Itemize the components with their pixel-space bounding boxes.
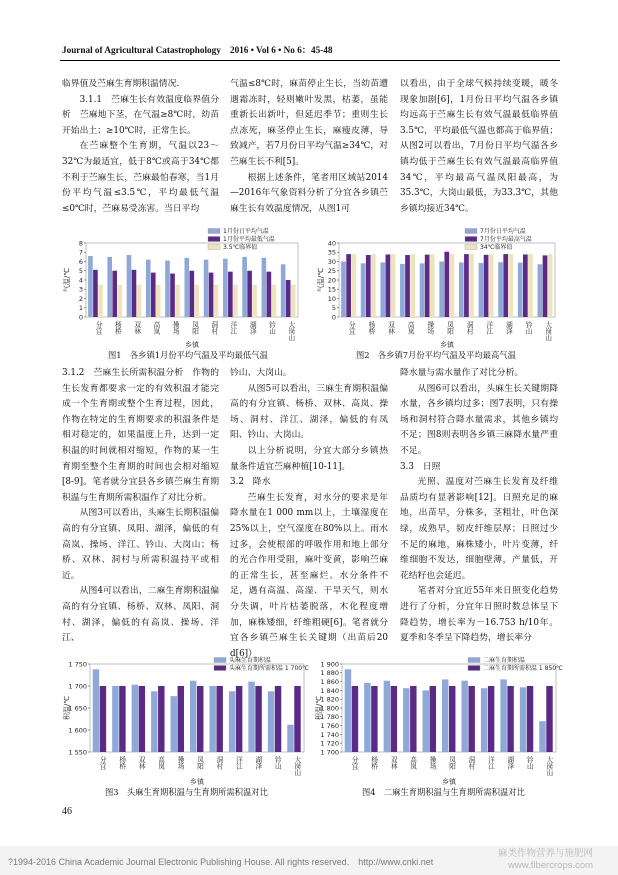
x-tick-label: 湖泽: [248, 321, 257, 335]
bar: [518, 263, 523, 317]
y-tick-label: 1 600: [68, 726, 87, 735]
bar: [391, 686, 397, 752]
bar: [236, 686, 242, 752]
paragraph: 苎麻生长发育，对水分的要求是年降水量在1 000 mm以上，土壤湿度在25%以上，空气湿度在80%以上。雨水过多，会使根部的呼吸作用和地上部分的光合作用受阻，麻叶变黄，影响苎麻的正常生长，甚至麻烂。水分条件不足，遇有高温、高湿、干旱天气，则水分失调，叶片枯萎脱落，木化程度增加，麻株矮细，纤维粗硬[6]。笔者就分宜各乡镇苎麻生长关键期（出苗后20 d[6]）: [230, 492, 388, 659]
x-tick-label: 凤阳: [447, 756, 456, 770]
x-tick-label: 杨桥: [366, 321, 375, 335]
bar: [156, 285, 161, 317]
y-axis-label: 气温/℃: [317, 267, 325, 293]
bar: [248, 682, 254, 752]
y-tick-label: 4: [78, 276, 83, 285]
bar: [255, 686, 261, 752]
bar: [546, 686, 552, 752]
y-tick-label: 1: [78, 304, 83, 313]
bar: [384, 681, 390, 752]
text-column-2b: [230, 366, 388, 659]
x-tick-label: 洋江: [484, 321, 493, 335]
bar: [286, 280, 291, 317]
y-tick-label: 1 700: [68, 682, 87, 691]
x-tick-label: 凤阳: [195, 756, 204, 770]
bar: [461, 681, 467, 752]
bar: [405, 255, 410, 317]
paragraph: 气温≤8℃时，麻苗停止生长，当幼苗遭遇霜冻时，轻则嫩叶发黑，枯萎，虽能重新长出新叶，但延迟季节；重则生长点冻死，麻茎停止生长，麻瘦皮薄，导致减产，若7月份日平均气温≥34℃，对苎麻生长不利[5]。: [230, 79, 388, 167]
x-tick-label: 高岚: [151, 321, 160, 335]
page-number: 46: [62, 806, 72, 817]
legend-label: 二麻生育期所需积温 1 850℃: [483, 665, 563, 672]
x-tick-label: 洋江: [229, 321, 238, 335]
x-tick-label: 高岚: [406, 321, 415, 335]
y-tick-label: 1 860: [320, 678, 339, 686]
paragraph: 从图3可以看出，头麻生长期积温偏高的有分宜镇、凤阳、湖泽，偏低的有高岚、操场、洋江、钤山、大岗山；杨桥、双林、洞村与所需积温持平或相近。: [62, 508, 219, 581]
legend-swatch: [465, 245, 477, 250]
legend-swatch: [208, 245, 220, 250]
bar: [88, 256, 93, 317]
bar: [410, 686, 416, 752]
paragraph: 临界值及苎麻生育期积温情况.: [62, 79, 180, 89]
bar: [459, 262, 464, 317]
bar: [151, 691, 157, 752]
bar: [508, 254, 513, 317]
bar: [380, 262, 385, 317]
y-tick-label: 1 650: [68, 704, 87, 713]
bar: [214, 285, 219, 317]
bar: [132, 270, 137, 317]
x-tick-label: 钤山: [525, 756, 534, 770]
x-tick-label: 分宜: [94, 321, 103, 335]
legend-label: 1月份平均最低气温: [223, 236, 275, 243]
x-tick-label: 操场: [171, 321, 180, 335]
bar: [267, 272, 272, 317]
bar: [275, 686, 281, 752]
x-tick-label: 湖泽: [504, 321, 513, 335]
bar: [425, 255, 430, 317]
bar: [209, 686, 215, 752]
y-tick-label: 10: [327, 294, 336, 303]
bar: [252, 285, 257, 317]
legend-swatch: [208, 237, 220, 242]
bar: [262, 258, 267, 317]
bar: [190, 681, 196, 752]
figure-2: [315, 225, 560, 355]
figure-1-chart: [60, 225, 305, 355]
y-tick-label: 15: [327, 285, 336, 294]
y-tick-label: 1 750: [68, 660, 87, 669]
bar: [500, 679, 506, 752]
y-tick-label: 8: [78, 239, 83, 248]
paragraph: 以看出，由于全球气候持续变暖，暖冬现象加剧[6]，1月份日平均气温各乡镇均远高于苎麻生长有效气温最低临界值3.5℃，平均最低气温也都高于临界值；从图2可以看出，7月份日平均气温各乡镇均低于苎麻生长有效气温最高临界值34℃，平均最高气温凤阳最高，为35.3℃，大岗山最低，为33.3℃，其他乡镇均接近34℃。: [400, 79, 558, 214]
x-tick-label: 大岗山: [292, 756, 301, 776]
legend-label: 1月份日平均气温: [223, 228, 269, 235]
section-heading-3-1-1: 3.1.1 苎麻生长有效温度临界值分析 苎麻地下茎，在气温≥8℃时，幼苗开始出土；≥10℃时，正常生长。: [62, 94, 219, 136]
bar: [444, 252, 449, 317]
watermark-line-1: 麻类作物营养与施肥网: [498, 848, 594, 859]
bar: [489, 254, 494, 317]
section-heading-3-1-2: 3.1.2 苎麻生长所需积温分析 作物的生长发育都要求一定的有效积温才能完成一个生育期或整个生育过程，因此，作物在特定的生育期要求的积温条件是相对稳定的，如果温度上升，达到一定积温的时间就相对缩短，作物的某一生育期至整个生育期的时间也会相对缩短[8-9]。笔者就分宜县各乡镇苎麻生育期积温与生育期所需积温作了对比分析。: [62, 368, 219, 503]
x-tick-label: 洋江: [486, 756, 495, 770]
bar: [178, 686, 184, 752]
legend-swatch: [465, 237, 477, 242]
x-tick-label: 洞村: [214, 756, 223, 770]
text-column-1: [62, 77, 219, 222]
bar: [352, 686, 358, 752]
copyright-text: ?1994-2016 China Academic Journal Electronic Publishing House. All rights reserved. http://www.cnki.net: [8, 857, 434, 867]
paragraph: 从图5可以看出，三麻生育期积温偏高的有分宜镇、杨桥、双林、高岚、操场、洞村、洋江、湖泽，偏低的有凤阳、钤山、大岗山。: [230, 383, 388, 441]
figure-3-chart: [60, 652, 310, 792]
bar: [229, 691, 235, 752]
y-tick-label: 5: [78, 267, 83, 276]
x-tick-label: 钤山: [524, 321, 533, 335]
bar: [351, 254, 356, 317]
bar: [294, 686, 300, 752]
x-tick-label: 操场: [425, 321, 434, 335]
y-tick-label: 25: [327, 267, 336, 276]
paragraph: 从图4可以看出，二麻生育期积温偏高的有分宜镇、杨桥、双林、凤阳、洞村、湖泽，偏低的有高岚、操场、洋江、: [62, 586, 219, 644]
figure-4-caption: 图4 二麻生育期积温与生育期所需积温对比: [362, 787, 525, 797]
bar: [158, 686, 164, 752]
bar: [403, 688, 409, 752]
bar: [233, 285, 238, 317]
footer-bar: [0, 846, 618, 875]
bar: [112, 271, 117, 317]
bar: [100, 686, 106, 752]
figure-4-chart: [312, 652, 562, 792]
bar: [548, 254, 553, 317]
bar: [216, 686, 222, 752]
paragraph: 根据上述条件，笔者用区域站2014—2016年气象资料分析了分宜各乡镇苎麻生长有效温度情况，从图1可: [230, 172, 388, 214]
legend-label: 7月份平均最高气温: [480, 236, 532, 243]
y-tick-label: 1 760: [320, 722, 339, 730]
bar: [481, 688, 487, 752]
bar: [442, 679, 448, 752]
bar: [346, 254, 351, 317]
bar: [498, 262, 503, 317]
x-axis-label: 乡镇: [440, 341, 454, 349]
text-column-3: [400, 77, 558, 222]
bar: [93, 669, 99, 752]
x-tick-label: 凤阳: [190, 321, 199, 335]
y-axis-label: 气温/℃: [63, 267, 71, 293]
x-tick-label: 高岚: [408, 756, 417, 770]
bar: [204, 260, 209, 317]
bar: [112, 686, 118, 752]
bar: [93, 270, 98, 317]
bar: [366, 255, 371, 317]
x-tick-label: 双林: [389, 756, 398, 770]
figure-3: [60, 652, 310, 792]
y-tick-label: 1 880: [320, 669, 339, 678]
bar: [175, 285, 180, 317]
bar: [371, 686, 377, 752]
paragraph: 降水量与需水量作了对比分析。: [400, 368, 524, 378]
figure-3-caption: 图3 头麻生育期积温与生育期所需积温对比: [105, 787, 268, 797]
bar: [488, 686, 494, 752]
x-tick-label: 洞村: [209, 321, 218, 335]
watermark: [498, 848, 593, 872]
legend-swatch: [214, 658, 226, 663]
bar: [272, 285, 277, 317]
legend-label: 34℃临界值: [480, 244, 513, 251]
bar: [209, 273, 214, 317]
bar: [170, 274, 175, 317]
x-tick-label: 钤山: [273, 756, 282, 770]
paragraph: 光照、温度对苎麻生长发育及纤维品质均有显著影响[12]。日照充足的麻地，出苗早，分株多，茎粗壮，叶色深绿，成熟早，韧皮纤维层厚；日照过少不足的麻地，麻株矮小，叶片变薄，纤维细胞不发达，细胞壁薄，产量低，开花结籽也会延迟。: [400, 477, 558, 581]
x-tick-label: 湖泽: [505, 756, 514, 770]
bar: [137, 285, 142, 317]
legend-label: 头麻生育期所需积温 1 700℃: [229, 665, 309, 672]
bar: [400, 264, 405, 317]
y-tick-label: 1 780: [320, 713, 339, 722]
bar: [268, 691, 274, 752]
y-tick-label: 0: [331, 313, 336, 322]
bar: [539, 721, 545, 752]
bar: [127, 255, 132, 317]
bar: [430, 686, 436, 752]
bar: [107, 257, 112, 317]
bar: [139, 686, 145, 752]
section-heading-3-3: 3.3 日照: [400, 461, 441, 472]
y-tick-label: 1 740: [320, 730, 339, 739]
y-tick-label: 20: [327, 276, 336, 285]
y-tick-label: 30: [327, 257, 336, 266]
bar: [364, 683, 370, 752]
bar: [189, 271, 194, 317]
y-tick-label: 35: [327, 248, 336, 257]
bar: [146, 260, 151, 317]
bar: [430, 254, 435, 317]
bar: [391, 254, 396, 317]
y-axis-label: 积温/℃: [63, 695, 71, 721]
bar: [468, 686, 474, 752]
bar: [523, 254, 528, 317]
y-tick-label: 2: [78, 294, 83, 303]
bar: [538, 264, 543, 317]
bar: [464, 254, 469, 317]
y-tick-label: 1 900: [320, 660, 339, 669]
legend-swatch: [465, 229, 477, 234]
legend-swatch: [214, 666, 226, 671]
bar: [247, 271, 252, 317]
x-tick-label: 双林: [132, 321, 141, 335]
bar: [291, 285, 296, 317]
figure-4: [312, 652, 562, 792]
bar: [479, 263, 484, 317]
x-tick-label: 洞村: [465, 321, 474, 335]
paragraph: 钤山、大岗山。: [230, 368, 292, 378]
bar: [165, 261, 170, 317]
legend-label: 头麻生育期积温: [229, 657, 272, 664]
y-tick-label: 1 550: [68, 748, 87, 757]
bar: [469, 254, 474, 317]
bar: [386, 254, 391, 317]
bar: [195, 285, 200, 317]
legend-label: 二麻生育期积温: [483, 657, 526, 664]
x-tick-label: 杨桥: [369, 756, 378, 770]
bar: [242, 257, 247, 317]
bar: [527, 686, 533, 752]
bar: [228, 272, 233, 317]
y-tick-label: 1 820: [320, 695, 339, 704]
x-tick-label: 分宜: [350, 756, 359, 770]
x-tick-label: 双林: [386, 321, 395, 335]
x-tick-label: 大岗山: [544, 756, 553, 776]
bar: [98, 285, 103, 317]
x-tick-label: 杨桥: [117, 756, 126, 770]
bar: [439, 262, 444, 318]
x-tick-label: 大岗山: [286, 321, 295, 341]
x-tick-label: 操场: [176, 756, 185, 770]
y-tick-label: 1 720: [320, 739, 339, 748]
legend-swatch: [208, 229, 220, 234]
bar: [223, 259, 228, 317]
x-tick-label: 双林: [137, 756, 146, 770]
y-tick-label: 1 800: [320, 704, 339, 713]
x-tick-label: 高岚: [156, 756, 165, 770]
y-tick-label: 1 700: [320, 748, 339, 757]
bar: [420, 263, 425, 317]
x-tick-label: 杨桥: [113, 321, 122, 335]
x-tick-label: 钤山: [267, 321, 276, 335]
paragraph: 从图6可以看出，头麻生长关键期降水量，各乡镇均过多；图7表明，只有操场和洞村符合降水量需求，其他乡镇均不足；图8则表明各乡镇三麻降水量严重不足。: [400, 383, 558, 456]
x-tick-label: 湖泽: [253, 756, 262, 770]
x-axis-label: 乡镇: [185, 341, 199, 349]
bar: [119, 686, 125, 752]
paragraph: 在苎麻整个生育期，气温以23～32℃为最适宜，低于8℃或高于34℃都不利于苎麻生长，苎麻最怕春寒，当1月份平均气温≤3.5℃，平均最低气温≤0℃时，苎麻易受冻害。当日平均: [62, 141, 219, 214]
bar: [449, 686, 455, 752]
y-tick-label: 3: [78, 285, 83, 294]
legend-label: 7月份日平均气温: [480, 228, 526, 235]
bar: [197, 686, 203, 752]
y-tick-label: 7: [78, 248, 83, 257]
text-column-3b: [400, 366, 558, 651]
bar: [345, 669, 351, 752]
text-column-2: [230, 77, 388, 222]
legend-swatch: [468, 658, 480, 663]
bar: [371, 254, 376, 317]
x-tick-label: 分宜: [98, 756, 107, 770]
y-tick-label: 1 840: [320, 686, 339, 695]
x-tick-label: 洋江: [234, 756, 243, 770]
bar: [341, 262, 346, 318]
bar: [132, 685, 138, 752]
bar: [484, 255, 489, 317]
paragraph: 以上分析说明，分宜大部分乡镇热量条件适宜苎麻种植[10-11]。: [230, 445, 388, 472]
y-tick-label: 6: [78, 257, 83, 266]
header-rule: [60, 60, 560, 61]
x-tick-label: 洞村: [466, 756, 475, 770]
bar: [450, 254, 455, 317]
figure-2-chart: [315, 225, 560, 355]
x-tick-label: 大岗山: [543, 321, 552, 341]
x-tick-label: 分宜: [347, 321, 356, 335]
y-tick-label: 40: [327, 239, 336, 248]
text-column-1b: [62, 366, 219, 651]
figure-1-caption: 图1 各乡镇1月份平均气温及平均最低气温: [108, 350, 268, 360]
bar: [503, 254, 508, 317]
y-tick-label: 5: [331, 304, 336, 313]
x-axis-label: 乡镇: [442, 778, 456, 786]
bar: [520, 687, 526, 752]
legend-swatch: [468, 666, 480, 671]
bar: [528, 254, 533, 317]
x-tick-label: 凤阳: [445, 321, 454, 335]
section-heading-3-2: 3.2 降水: [230, 477, 271, 488]
bar: [171, 696, 177, 752]
bar: [287, 725, 293, 752]
bar: [117, 285, 122, 317]
figure-1: [60, 225, 305, 355]
bar: [361, 263, 366, 317]
y-tick-label: 0: [78, 313, 83, 322]
bar: [423, 690, 429, 752]
legend-label: 3.5℃临界值: [223, 244, 258, 251]
bar: [281, 264, 286, 317]
paragraph: 笔者对分宜近55年来日照变化趋势进行了分析，分宜年日照时数总体呈下降趋势，增长率为－16.753 h/10年。夏季和冬季呈下降趋势，增长率分: [400, 586, 558, 644]
bar: [507, 686, 513, 752]
figure-2-caption: 图2 各乡镇7月份平均气温及平均最高气温: [356, 350, 516, 360]
y-axis-label: 积温/℃: [315, 695, 323, 721]
bar: [151, 273, 156, 317]
journal-header: Journal of Agricultural Catastrophology 2016 • Vol 6 • No 6：45-48: [62, 45, 333, 55]
watermark-line-2: www.fibercrops.com: [508, 860, 594, 871]
x-tick-label: 操场: [428, 756, 437, 770]
bar: [410, 254, 415, 317]
bar: [543, 255, 548, 317]
bar: [184, 258, 189, 317]
x-axis-label: 乡镇: [190, 778, 204, 786]
